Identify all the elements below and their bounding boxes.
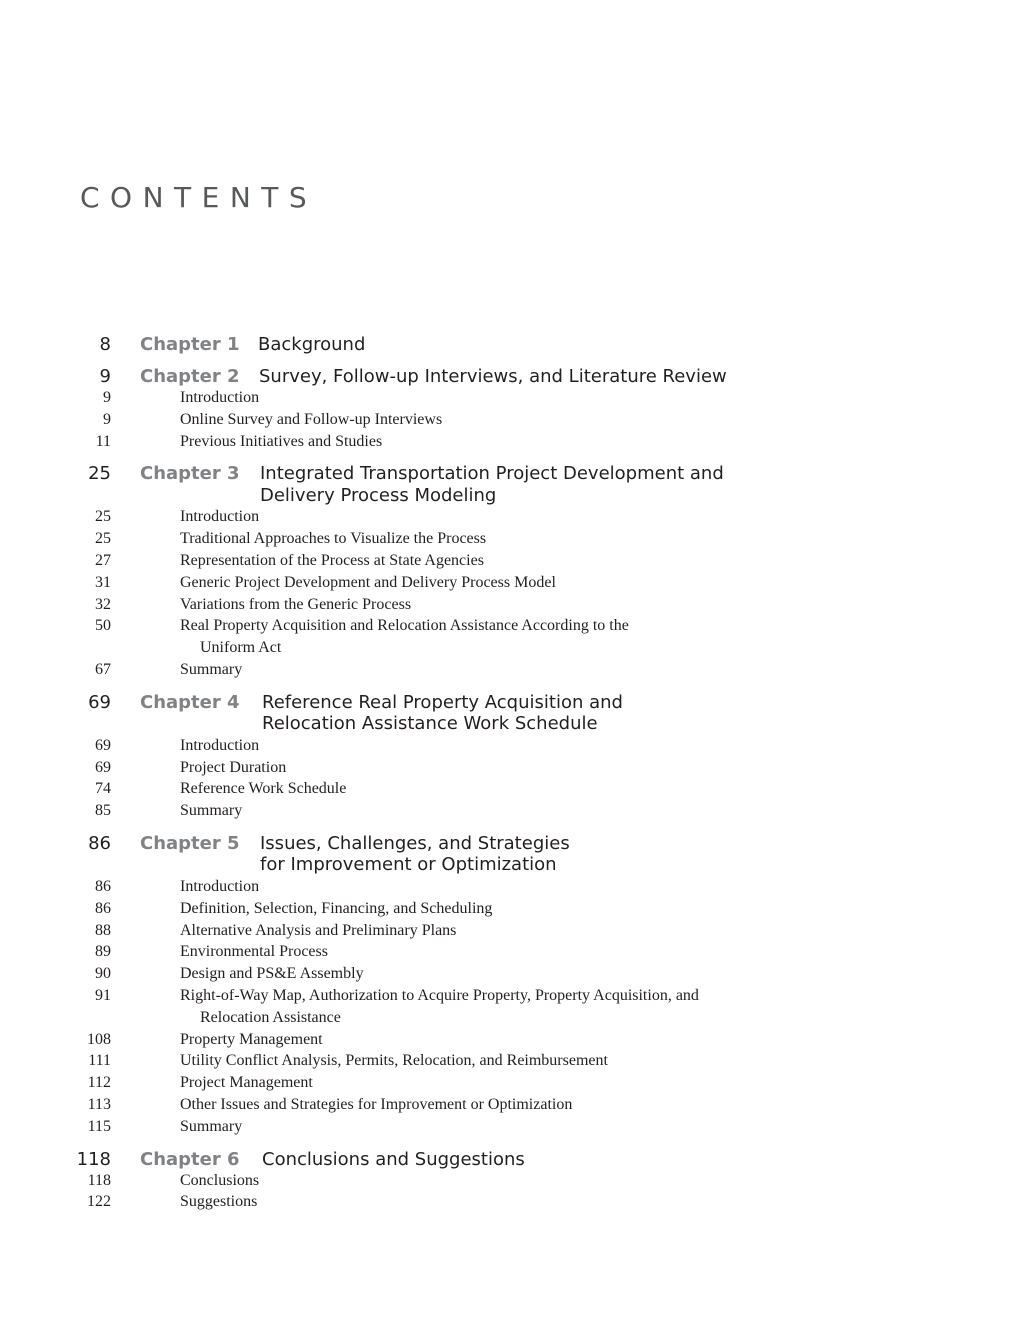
section-title: Summary: [180, 660, 243, 678]
section-page-number: 86: [95, 877, 111, 895]
section-title: Generic Project Development and Delivery Process Model: [180, 573, 556, 591]
list-item[interactable]: [0, 1094, 1020, 1116]
chapter-5: [0, 833, 1020, 1138]
list-item[interactable]: [0, 572, 1020, 594]
list-item[interactable]: [0, 941, 1020, 963]
section-title: Introduction: [180, 736, 260, 754]
list-item[interactable]: [0, 757, 1020, 779]
list-item[interactable]: [0, 659, 1020, 681]
chapter-label: Chapter 5: [140, 832, 240, 854]
list-item[interactable]: [0, 409, 1020, 431]
section-page-number: 27: [95, 551, 111, 569]
list-item[interactable]: [0, 920, 1020, 942]
section-page-number: 113: [87, 1095, 111, 1113]
page-title: CONTENTS: [80, 181, 318, 214]
section-title: Introduction: [180, 389, 260, 406]
section-title: Property Management: [180, 1030, 323, 1048]
section-page-number: 88: [95, 921, 111, 939]
chapter-page-number: 8: [99, 334, 111, 355]
section-title: Variations from the Generic Process: [180, 595, 412, 613]
section-page-number: 11: [95, 432, 111, 450]
section-title: Utility Conflict Analysis, Permits, Relocation, and Reimbursement: [180, 1052, 608, 1070]
section-page-number: 118: [87, 1171, 111, 1189]
section-page-number: 25: [95, 530, 111, 548]
section-title: Suggestions: [180, 1193, 258, 1211]
section-title: Real Property Acquisition and Relocation Assistance According to the Uniform Act: [180, 617, 629, 657]
chapter-1: [0, 334, 1020, 355]
chapter-heading[interactable]: [0, 692, 1020, 735]
section-page-number: 9: [103, 410, 111, 428]
section-title: Previous Initiatives and Studies: [180, 432, 383, 450]
chapter-label: Chapter 6: [140, 1148, 240, 1170]
section-title: Project Management: [180, 1074, 313, 1092]
list-item[interactable]: [0, 1116, 1020, 1138]
section-page-number: 91: [95, 986, 111, 1004]
section-page-number: 115: [87, 1117, 111, 1135]
chapter-label: Chapter 4: [140, 691, 240, 713]
chapter-4: [0, 692, 1020, 822]
chapter-page-number: 9: [99, 366, 111, 387]
chapter-title: Survey, Follow-up Interviews, and Literature Review: [259, 366, 727, 387]
section-title: Summary: [180, 802, 243, 820]
list-item[interactable]: [0, 1029, 1020, 1051]
section-page-number: 67: [95, 660, 111, 678]
list-item[interactable]: [0, 431, 1020, 453]
section-list: [0, 387, 1020, 452]
list-item[interactable]: [0, 550, 1020, 572]
chapter-page-number: 118: [76, 1148, 111, 1170]
section-list: [0, 735, 1020, 822]
list-item[interactable]: [0, 735, 1020, 757]
section-title: Alternative Analysis and Preliminary Plans: [180, 921, 457, 939]
chapter-6: [0, 1149, 1020, 1214]
section-page-number: 112: [87, 1074, 111, 1092]
chapter-heading[interactable]: [0, 366, 1020, 387]
chapter-label: Chapter 2: [140, 366, 240, 387]
section-page-number: 108: [87, 1030, 111, 1048]
section-title: Right-of-Way Map, Authorization to Acquire Property, Property Acquisition, and Relocation Assistance: [180, 986, 699, 1026]
list-item[interactable]: [0, 594, 1020, 616]
chapter-title: Reference Real Property Acquisition and Relocation Assistance Work Schedule: [262, 691, 623, 735]
section-list: [0, 876, 1020, 1138]
section-title: Project Duration: [180, 758, 287, 776]
section-title: Design and PS&E Assembly: [180, 965, 364, 983]
list-item[interactable]: [0, 985, 1020, 1029]
chapter-page-number: 25: [88, 463, 111, 485]
list-item[interactable]: [0, 615, 1020, 659]
chapter-3: [0, 463, 1020, 680]
section-title: Summary: [180, 1117, 243, 1135]
chapter-label: Chapter 3: [140, 463, 240, 485]
section-page-number: 9: [103, 389, 111, 406]
section-page-number: 31: [95, 573, 111, 591]
section-page-number: 85: [95, 802, 111, 820]
chapter-title: Issues, Challenges, and Strategies for Improvement or Optimization: [260, 832, 570, 876]
section-title: Conclusions: [180, 1171, 260, 1189]
list-item[interactable]: [0, 1170, 1020, 1192]
section-page-number: 122: [87, 1193, 111, 1211]
list-item[interactable]: [0, 528, 1020, 550]
chapter-heading[interactable]: [0, 1149, 1020, 1170]
list-item[interactable]: [0, 1050, 1020, 1072]
list-item[interactable]: [0, 506, 1020, 528]
chapter-title: Conclusions and Suggestions: [262, 1148, 525, 1170]
section-title: Reference Work Schedule: [180, 780, 347, 798]
section-page-number: 74: [95, 780, 111, 798]
chapter-page-number: 86: [88, 832, 111, 854]
chapter-title: Integrated Transportation Project Development and Delivery Process Modeling: [260, 463, 724, 506]
section-page-number: 90: [95, 965, 111, 983]
section-title: Representation of the Process at State Agencies: [180, 551, 484, 569]
section-title: Definition, Selection, Financing, and Scheduling: [180, 899, 493, 917]
section-list: [0, 506, 1020, 680]
chapter-label: Chapter 1: [140, 334, 240, 355]
section-list: [0, 1170, 1020, 1214]
list-item[interactable]: [0, 963, 1020, 985]
list-item[interactable]: [0, 1191, 1020, 1213]
section-page-number: 32: [95, 595, 111, 613]
section-title: Introduction: [180, 877, 260, 895]
chapter-heading[interactable]: [0, 833, 1020, 876]
table-of-contents: [0, 334, 1020, 1213]
chapter-page-number: 69: [88, 691, 111, 713]
chapter-title: Background: [258, 334, 366, 355]
section-page-number: 86: [95, 899, 111, 917]
section-title: Environmental Process: [180, 943, 328, 961]
list-item[interactable]: [0, 898, 1020, 920]
section-title: Introduction: [180, 508, 260, 526]
section-title: Other Issues and Strategies for Improvement or Optimization: [180, 1095, 573, 1113]
chapter-2: [0, 366, 1020, 452]
chapter-heading[interactable]: [0, 334, 1020, 355]
section-page-number: 89: [95, 943, 111, 961]
section-title: Traditional Approaches to Visualize the Process: [180, 530, 487, 548]
list-item[interactable]: [0, 876, 1020, 898]
section-page-number: 111: [88, 1052, 111, 1070]
list-item[interactable]: [0, 800, 1020, 822]
list-item[interactable]: [0, 387, 1020, 409]
list-item[interactable]: [0, 1072, 1020, 1094]
section-page-number: 50: [95, 617, 111, 635]
section-page-number: 25: [95, 508, 111, 526]
section-page-number: 69: [95, 758, 111, 776]
list-item[interactable]: [0, 778, 1020, 800]
section-page-number: 69: [95, 736, 111, 754]
chapter-heading[interactable]: [0, 463, 1020, 506]
section-title: Online Survey and Follow-up Interviews: [180, 410, 443, 428]
